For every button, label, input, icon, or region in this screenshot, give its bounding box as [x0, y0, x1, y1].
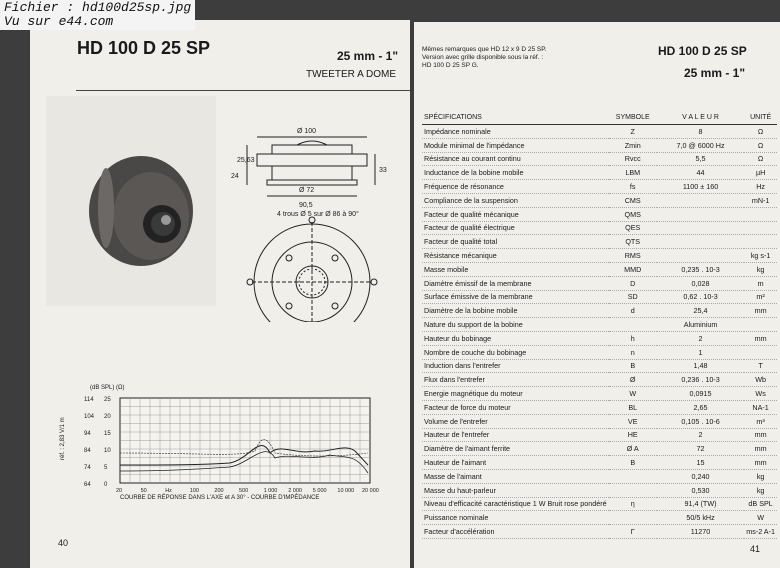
spec-cell: Module minimal de l'impédance	[422, 138, 609, 152]
value-cell: 0,028	[657, 276, 744, 290]
graph-x-tick: 1 000	[263, 488, 278, 494]
unit-cell: kg	[744, 469, 777, 483]
spec-cell: Masse mobile	[422, 262, 609, 276]
value-cell	[657, 207, 744, 221]
spec-cell: Résistance au courant continu	[422, 152, 609, 166]
dim-mid-dia: Ø 72	[299, 187, 315, 194]
symbol-cell: Rvcc	[609, 152, 657, 166]
graph-x-tick: 5 000	[312, 488, 327, 494]
unit-cell: mm	[744, 304, 777, 318]
symbol-cell: fs	[609, 180, 657, 194]
graph-ohm-tick: 15	[104, 431, 111, 437]
right-size: 25 mm - 1"	[684, 66, 746, 80]
table-row	[422, 469, 777, 483]
symbol-cell: CMS	[609, 193, 657, 207]
graph-ohm-tick: 25	[104, 397, 111, 403]
table-row	[422, 221, 777, 235]
value-cell: 0,240	[657, 469, 744, 483]
symbol-cell: d	[609, 304, 657, 318]
graph-y-tick: 114	[84, 397, 94, 403]
value-cell: 8	[657, 125, 744, 139]
spec-cell: Facteur d'accélération	[422, 525, 609, 539]
spec-cell: Fréquence de résonance	[422, 180, 609, 194]
graph-ohm-tick: 10	[104, 448, 111, 454]
table-row	[422, 125, 777, 139]
col-unit: UNITÉ	[744, 111, 777, 125]
symbol-cell: RMS	[609, 249, 657, 263]
graph-y-tick: 74	[84, 465, 91, 471]
spec-cell: Compliance de la suspension	[422, 193, 609, 207]
symbol-cell: B	[609, 359, 657, 373]
unit-cell: W	[744, 511, 777, 525]
graph-x-tick: 10 000	[337, 488, 355, 494]
unit-cell	[744, 235, 777, 249]
spec-cell: Facteur de qualité électrique	[422, 221, 609, 235]
value-cell	[657, 249, 744, 263]
response-graph	[80, 393, 380, 498]
unit-cell: µH	[744, 166, 777, 180]
right-page	[414, 22, 780, 568]
unit-cell: Hz	[744, 180, 777, 194]
symbol-cell	[609, 511, 657, 525]
table-header-row	[422, 111, 777, 125]
left-size: 25 mm - 1"	[337, 49, 399, 63]
symbol-cell: Ø	[609, 373, 657, 387]
value-cell: 0,62 . 10-3	[657, 290, 744, 304]
value-cell: 0,236 . 10-3	[657, 373, 744, 387]
spec-cell: Surface émissive de la membrane	[422, 290, 609, 304]
spec-cell: Hauteur de l'entrefer	[422, 428, 609, 442]
table-row	[422, 525, 777, 539]
unit-cell	[744, 207, 777, 221]
graph-x-tick: Hz	[165, 488, 172, 494]
dim-outer-dia: Ø 100	[297, 128, 317, 135]
unit-cell: mm	[744, 442, 777, 456]
graph-ohm-tick: 0	[104, 482, 108, 488]
spec-cell: Energie magnétique du moteur	[422, 387, 609, 401]
symbol-cell: n	[609, 345, 657, 359]
unit-cell	[744, 318, 777, 332]
table-row	[422, 166, 777, 180]
graph-x-tick: 200	[214, 488, 224, 494]
table-row	[422, 359, 777, 373]
unit-cell: ms-2 A-1	[744, 525, 777, 539]
unit-cell: kg	[744, 262, 777, 276]
symbol-cell: W	[609, 387, 657, 401]
spec-cell: Diamètre émissif de la membrane	[422, 276, 609, 290]
table-row	[422, 456, 777, 470]
symbol-cell: Z	[609, 125, 657, 139]
dim-side: 33	[379, 167, 387, 174]
symbol-cell	[609, 318, 657, 332]
col-value: V A L E U R	[657, 111, 744, 125]
dim-holes: 4 trous Ø 5 sur Ø 86 à 90°	[277, 211, 359, 218]
unit-cell: mm	[744, 456, 777, 470]
left-page-number: 40	[58, 538, 69, 548]
value-cell: 72	[657, 442, 744, 456]
table-row	[422, 387, 777, 401]
value-cell: 2,65	[657, 400, 744, 414]
graph-y-left-label: (dB SPL) (Ω)	[90, 385, 125, 391]
value-cell: 0,235 . 10-3	[657, 262, 744, 276]
right-page-title: HD 100 D 25 SP	[658, 44, 747, 58]
filename-overlay	[0, 0, 195, 30]
value-cell: 2	[657, 331, 744, 345]
table-row	[422, 262, 777, 276]
unit-cell: Wb	[744, 373, 777, 387]
symbol-cell: Γ	[609, 525, 657, 539]
value-cell: 50/5 kHz	[657, 511, 744, 525]
technical-drawing	[217, 112, 397, 322]
spec-cell: Puissance nominale	[422, 511, 609, 525]
value-cell	[657, 193, 744, 207]
table-row	[422, 345, 777, 359]
unit-cell: kg s-1	[744, 249, 777, 263]
symbol-cell: SD	[609, 290, 657, 304]
table-row	[422, 331, 777, 345]
symbol-cell: HE	[609, 428, 657, 442]
spec-cell: Masse de l'aimant	[422, 469, 609, 483]
specifications-table	[422, 111, 777, 539]
spec-cell: Niveau d'efficacité caractéristique 1 W Bruit rose pondéré	[422, 497, 609, 511]
symbol-cell: QES	[609, 221, 657, 235]
unit-cell: m	[744, 276, 777, 290]
table-row	[422, 304, 777, 318]
left-page	[30, 20, 410, 568]
table-row	[422, 138, 777, 152]
table-row	[422, 511, 777, 525]
table-row	[422, 400, 777, 414]
notes-block	[422, 46, 547, 70]
symbol-cell: LBM	[609, 166, 657, 180]
value-cell: 5,5	[657, 152, 744, 166]
dim-depth2: 25,63	[237, 157, 255, 164]
table-row	[422, 207, 777, 221]
spec-cell: Impédance nominale	[422, 125, 609, 139]
tweeter-photo	[46, 96, 216, 306]
symbol-cell: Ø A	[609, 442, 657, 456]
symbol-cell: MMD	[609, 262, 657, 276]
graph-x-tick: 50	[140, 488, 147, 494]
value-cell: 11270	[657, 525, 744, 539]
col-spec: SPÉCIFICATIONS	[422, 111, 609, 125]
table-row	[422, 152, 777, 166]
graph-x-tick: 20	[116, 488, 123, 494]
graph-x-tick: 500	[239, 488, 249, 494]
unit-cell: mm	[744, 428, 777, 442]
unit-cell	[744, 345, 777, 359]
value-cell	[657, 235, 744, 249]
value-cell	[657, 221, 744, 235]
graph-y-label: réf. : 2,83 V/1 m	[60, 417, 66, 460]
symbol-cell	[609, 469, 657, 483]
graph-y-tick: 94	[84, 431, 91, 437]
unit-cell: kg	[744, 483, 777, 497]
unit-cell	[744, 221, 777, 235]
value-cell: 1	[657, 345, 744, 359]
spec-cell: Nature du support de la bobine	[422, 318, 609, 332]
table-row	[422, 180, 777, 194]
unit-cell: Ω	[744, 152, 777, 166]
note-line: Version avec grille disponible sous la réf. :	[422, 54, 544, 61]
unit-cell: mm	[744, 331, 777, 345]
dim-width: 90,5	[299, 202, 313, 209]
graph-ohm-tick: 20	[104, 414, 111, 420]
col-symbol: SYMBOLE	[609, 111, 657, 125]
title-rule	[76, 90, 410, 91]
unit-cell: T	[744, 359, 777, 373]
graph-caption: COURBE DE RÉPONSE DANS L'AXE et A 30° - COURBE D'IMPÉDANCE	[120, 495, 320, 501]
spec-cell: Diamètre de la bobine mobile	[422, 304, 609, 318]
left-subtitle: TWEETER A DOME	[306, 69, 397, 80]
graph-y-tick: 104	[84, 414, 95, 420]
value-cell: 0,0915	[657, 387, 744, 401]
symbol-cell: B	[609, 456, 657, 470]
spec-cell: Facteur de qualité total	[422, 235, 609, 249]
spec-cell: Hauteur de l'aimant	[422, 456, 609, 470]
symbol-cell: η	[609, 497, 657, 511]
dim-depth1: 24	[231, 173, 239, 180]
unit-cell: dB SPL	[744, 497, 777, 511]
value-cell: 0,105 . 10-6	[657, 414, 744, 428]
table-row	[422, 442, 777, 456]
symbol-cell: Zmin	[609, 138, 657, 152]
note-line: HD 100 D 25 SP G.	[422, 62, 479, 69]
unit-cell: m³	[744, 414, 777, 428]
graph-ohm-tick: 5	[104, 465, 108, 471]
spec-cell: Flux dans l'entrefer	[422, 373, 609, 387]
table-row	[422, 318, 777, 332]
symbol-cell: VE	[609, 414, 657, 428]
table-row	[422, 235, 777, 249]
value-cell: 25,4	[657, 304, 744, 318]
value-cell: 44	[657, 166, 744, 180]
spec-cell: Inductance de la bobine mobile	[422, 166, 609, 180]
symbol-cell: h	[609, 331, 657, 345]
spec-cell: Facteur de force du moteur	[422, 400, 609, 414]
overlay-source: Vu sur e44.com	[4, 14, 114, 29]
unit-cell: Ω	[744, 138, 777, 152]
spec-cell: Résistance mécanique	[422, 249, 609, 263]
value-cell: 1100 ± 160	[657, 180, 744, 194]
symbol-cell: D	[609, 276, 657, 290]
graph-x-tick: 2 000	[288, 488, 302, 494]
symbol-cell: QTS	[609, 235, 657, 249]
graph-x-tick: 100	[189, 488, 199, 494]
graph-x-tick: 20 000	[362, 488, 379, 494]
spec-cell: Induction dans l'entrefer	[422, 359, 609, 373]
overlay-filename: Fichier : hd100d25sp.jpg	[4, 0, 192, 15]
symbol-cell	[609, 483, 657, 497]
value-cell: 91,4 (TW)	[657, 497, 744, 511]
spec-cell: Nombre de couche du bobinage	[422, 345, 609, 359]
spec-cell: Hauteur du bobinage	[422, 331, 609, 345]
symbol-cell: QMS	[609, 207, 657, 221]
table-row	[422, 276, 777, 290]
value-cell: Aluminium	[657, 318, 744, 332]
value-cell: 1,48	[657, 359, 744, 373]
unit-cell: Ω	[744, 125, 777, 139]
spec-cell: Diamètre de l'aimant ferrite	[422, 442, 609, 456]
right-page-number: 41	[750, 544, 761, 554]
unit-cell: m²	[744, 290, 777, 304]
table-row	[422, 290, 777, 304]
left-page-title: HD 100 D 25 SP	[77, 38, 211, 58]
table-row	[422, 497, 777, 511]
unit-cell: Ws	[744, 387, 777, 401]
symbol-cell: BL	[609, 400, 657, 414]
table-row	[422, 483, 777, 497]
spec-cell: Volume de l'entrefer	[422, 414, 609, 428]
value-cell: 7,0 @ 6000 Hz	[657, 138, 744, 152]
spec-cell: Facteur de qualité mécanique	[422, 207, 609, 221]
table-row	[422, 428, 777, 442]
table-row	[422, 373, 777, 387]
table-row	[422, 414, 777, 428]
graph-y-tick: 64	[84, 482, 91, 488]
value-cell: 15	[657, 456, 744, 470]
graph-y-tick: 84	[84, 448, 91, 454]
table-row	[422, 193, 777, 207]
unit-cell: NA-1	[744, 400, 777, 414]
spec-cell: Masse du haut-parleur	[422, 483, 609, 497]
table-row	[422, 249, 777, 263]
value-cell: 2	[657, 428, 744, 442]
value-cell: 0,530	[657, 483, 744, 497]
unit-cell: mN-1	[744, 193, 777, 207]
note-line: Mêmes remarques que HD 12 x 9 D 25 SP.	[422, 46, 547, 53]
